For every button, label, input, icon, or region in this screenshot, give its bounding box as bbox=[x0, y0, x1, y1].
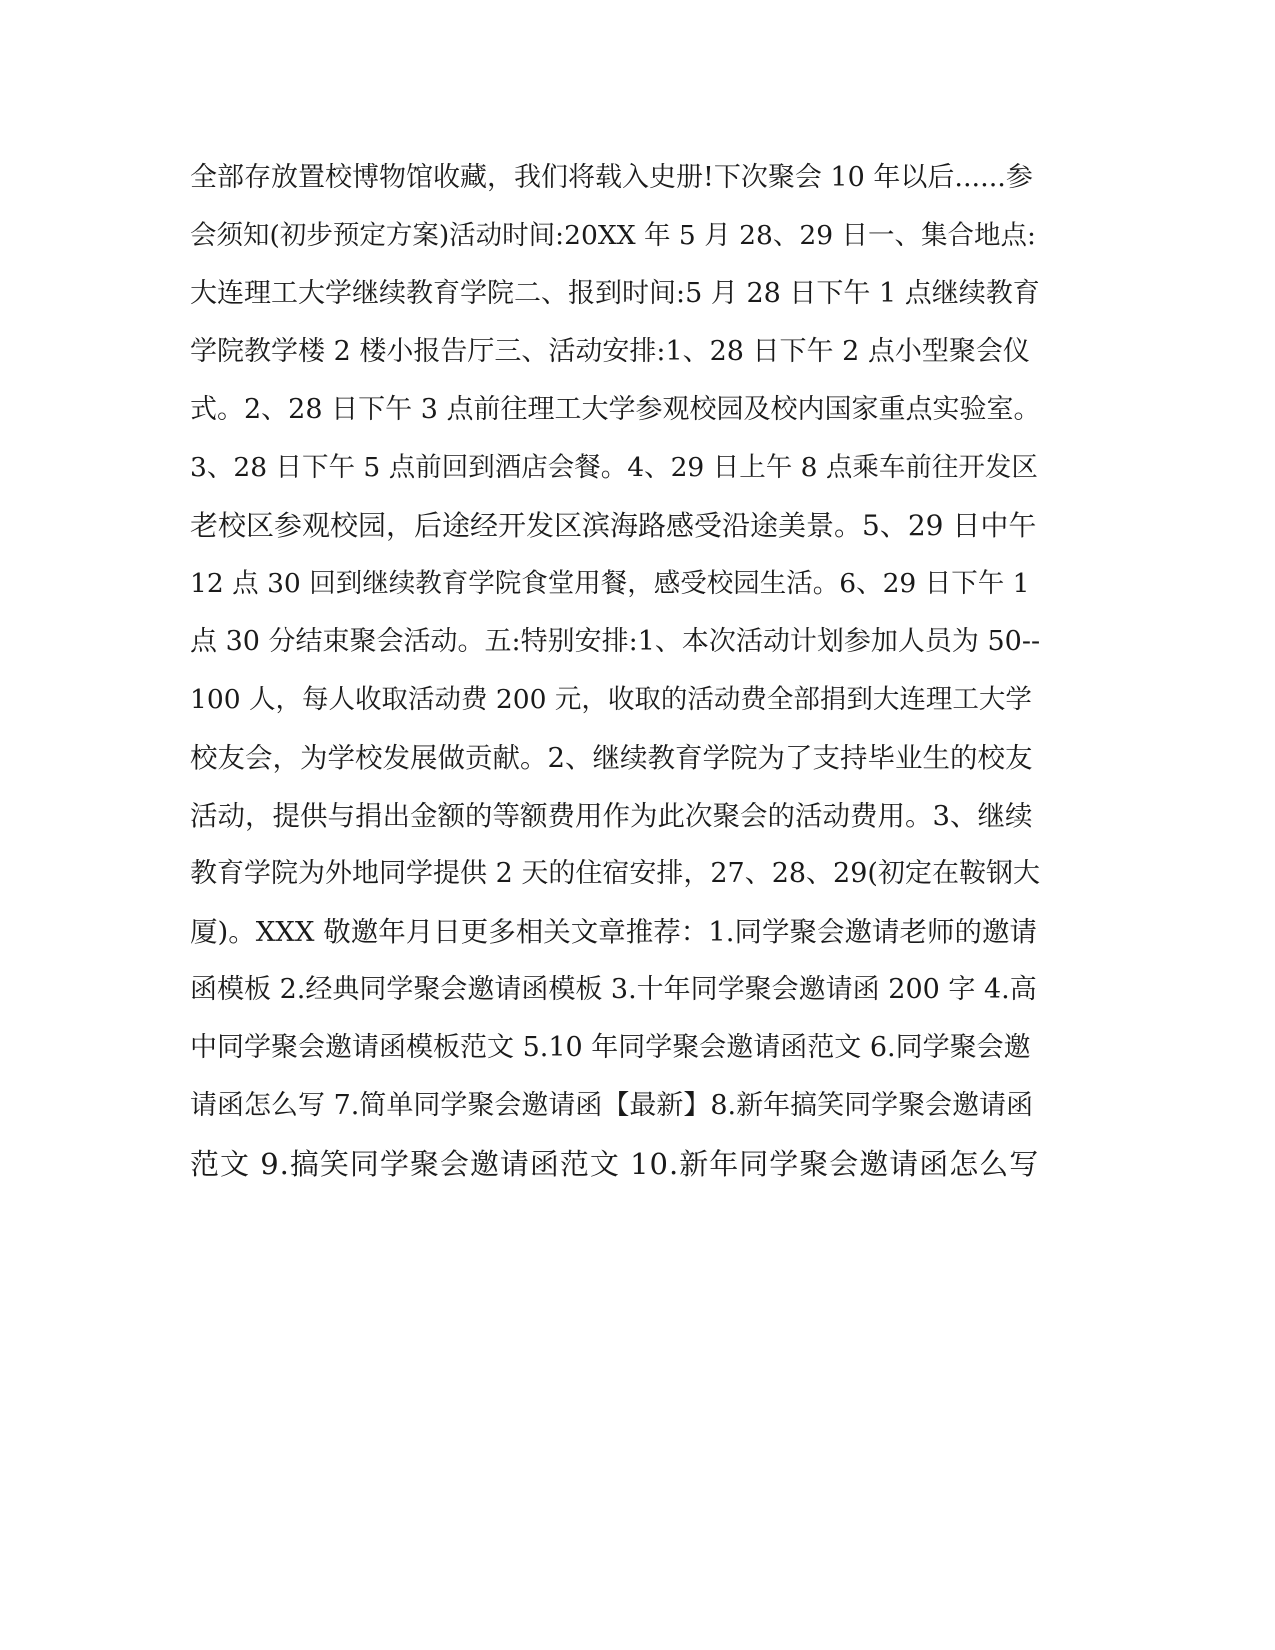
text-line: 3、28 日下午 5 点前回到酒店会餐。4、29 日上午 8 点乘车前往开发区 bbox=[190, 452, 1038, 483]
text-line: 请函怎么写 7.简单同学聚会邀请函【最新】8.新年搞笑同学聚会邀请函 bbox=[190, 1090, 1034, 1121]
text-line: 中同学聚会邀请函模板范文 5.10 年同学聚会邀请函范文 6.同学聚会邀 bbox=[190, 1032, 1031, 1063]
text-line: 学院教学楼 2 楼小报告厅三、活动安排:1、28 日下午 2 点小型聚会仪 bbox=[190, 336, 1030, 367]
text-line: 式。2、28 日下午 3 点前往理工大学参观校园及校内国家重点实验室。 bbox=[190, 394, 1041, 425]
text-line: 教育学院为外地同学提供 2 天的住宿安排，27、28、29(初定在鞍钢大 bbox=[190, 858, 1040, 889]
text-line: 大连理工大学继续教育学院二、报到时间:5 月 28 日下午 1 点继续教育 bbox=[190, 278, 1040, 309]
text-line: 活动，提供与捐出金额的等额费用作为此次聚会的活动费用。3、继续 bbox=[190, 800, 1033, 832]
text-line: 全部存放置校博物馆收藏，我们将载入史册!下次聚会 10 年以后......参 bbox=[190, 162, 1033, 193]
text-line: 厦)。XXX 敬邀年月日更多相关文章推荐：1.同学聚会邀请老师的邀请 bbox=[190, 916, 1037, 948]
text-line: 函模板 2.经典同学聚会邀请函模板 3.十年同学聚会邀请函 200 字 4.高 bbox=[190, 974, 1037, 1005]
text-line: 范文 9.搞笑同学聚会邀请函范文 10.新年同学聚会邀请函怎么写 bbox=[190, 1147, 1040, 1181]
text-line: 校友会，为学校发展做贡献。2、继续教育学院为了支持毕业生的校友 bbox=[190, 742, 1033, 774]
text-line: 12 点 30 回到继续教育学院食堂用餐，感受校园生活。6、29 日下午 1 bbox=[190, 568, 1030, 599]
text-line: 老校区参观校园，后途经开发区滨海路感受沿途美景。5、29 日中午 bbox=[190, 509, 1037, 542]
text-line: 会须知(初步预定方案)活动时间:20XX 年 5 月 28、29 日一、集合地点: bbox=[190, 220, 1036, 251]
text-line: 点 30 分结束聚会活动。五:特别安排:1、本次活动计划参加人员为 50-- bbox=[190, 626, 1041, 657]
text-line: 100 人，每人收取活动费 200 元，收取的活动费全部捐到大连理工大学 bbox=[190, 684, 1032, 715]
